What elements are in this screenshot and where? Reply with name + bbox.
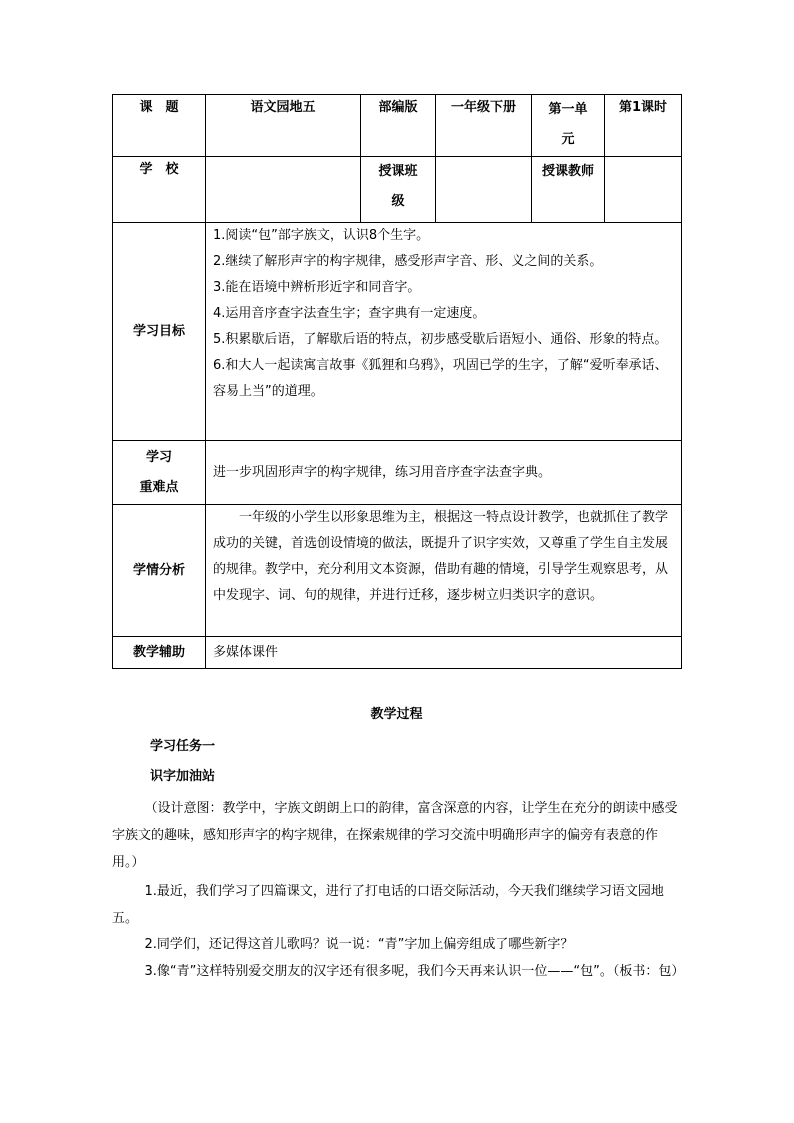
analysis-label: 学情分析 — [113, 505, 206, 637]
analysis-text: 一年级的小学生以形象思维为主，根据这一特点设计教学，也就抓住了教学成功的关键，首选创设情境的做法，既提升了识字实效，又尊重了学生自主发展的规律。教学中，充分利用文本资源，借助有趣的情境，引导学生观察思考，从中发现字、词、句的规律，并进行迁移，逐步树立归类识字的意识。 — [206, 505, 682, 637]
goal-item: 1.阅读“包”部字族文，认识8个生字。 — [213, 228, 430, 243]
goals-label: 学习目标 — [113, 223, 206, 441]
goals-list — [206, 223, 682, 441]
table-row-topic — [113, 95, 682, 157]
step-item: 2.同学们，还记得这首儿歌吗？说一说：“青”字加上偏旁组成了哪些新字？ — [144, 937, 574, 952]
process-title: 教学过程 — [370, 707, 423, 722]
teacher-label: 授课教师 — [532, 157, 605, 223]
goal-item: 6.和大人一起读寓言故事《狐狸和乌鸦》，巩固已学的生字，了解“爱听奉承话、容易上当”的道理。 — [213, 358, 668, 399]
goal-item: 3.能在语境中辨析形近字和同音字。 — [213, 280, 421, 295]
unit: 第一单元 — [532, 95, 605, 157]
goal-item: 5.积累歇后语，了解歇后语的特点，初步感受歇后语短小、通俗、形象的特点。 — [213, 332, 668, 347]
key-points-text: 进一步巩固形声字的构字规律，练习用音序查字法查字典。 — [206, 441, 682, 505]
lesson-info-table — [112, 94, 682, 669]
table-row-goals — [113, 223, 682, 441]
table-row-key-points — [113, 441, 682, 505]
table-row-aids — [113, 637, 682, 669]
task-heading: 学习任务一 — [150, 739, 216, 754]
school-value — [206, 157, 361, 223]
design-intent: （设计意图：教学中，字族文朗朗上口的韵律，富含深意的内容，让学生在充分的朗读中感受字族文的趣味，感知形声字的构字规律，在探索规律的学习交流中明确形声字的偏旁有表意的作用。） — [112, 801, 678, 870]
class-label: 授课班级 — [361, 157, 436, 223]
period: 第1课时 — [605, 95, 682, 157]
grade: 一年级下册 — [436, 95, 532, 157]
step-item: 1.最近，我们学习了四篇课文，进行了打电话的口语交际活动，今天我们继续学习语文园地五。 — [112, 884, 664, 926]
aids-text: 多媒体课件 — [206, 637, 682, 669]
topic-label: 课 题 — [113, 95, 206, 157]
table-row-analysis — [113, 505, 682, 637]
goal-item: 4.运用音序查字法查生字；查字典有一定速度。 — [213, 306, 486, 321]
school-label: 学 校 — [113, 157, 206, 223]
table-row-school — [113, 157, 682, 223]
aids-label: 教学辅助 — [113, 637, 206, 669]
key-points-label: 学习 重难点 — [113, 441, 206, 505]
step-item: 3.像“青”这样特别爱交朋友的汉字还有很多呢，我们今天再来认识一位——“包”。（板书：包） — [144, 964, 685, 979]
goal-item: 2.继续了解形声字的构字规律，感受形声字音、形、义之间的关系。 — [213, 254, 603, 269]
edition: 部编版 — [361, 95, 436, 157]
class-value — [436, 157, 532, 223]
teacher-value — [605, 157, 682, 223]
lesson-name: 语文园地五 — [206, 95, 361, 157]
subtitle-heading: 识字加油站 — [150, 769, 216, 784]
